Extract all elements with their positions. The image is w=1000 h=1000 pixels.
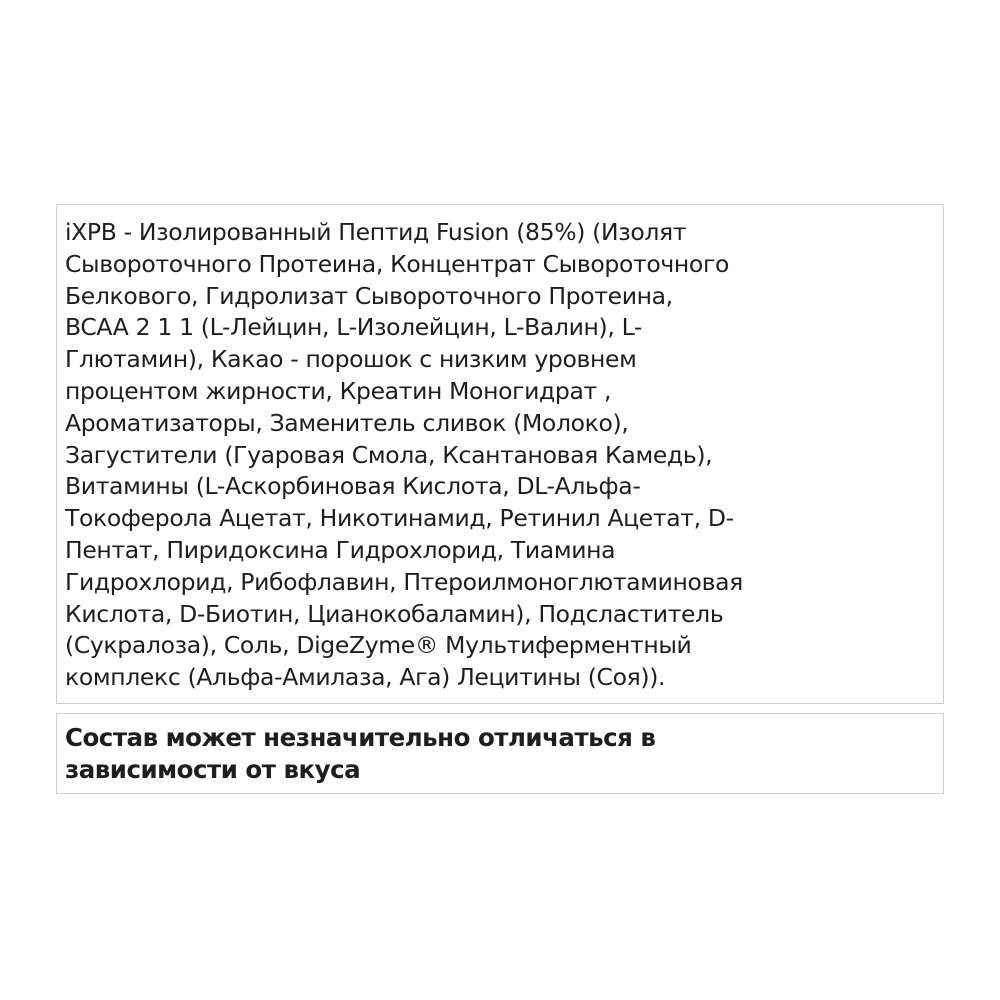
composition-note: Состав может незначительно отличаться в зависимости от вкуса [65, 723, 656, 784]
ingredients-text: iXPB - Изолированный Пептид Fusion (85%) (Изолят Сывороточного Протеина, Концентрат Сывороточного Белкового, Гидролизат Сывороточного Протеина, BCAA 2 1 1 (L-Лейцин, L-Изолейцин, L-Валин), L- Глютамин), Какао - порошок с низким уровнем процентом жирности, Креатин Моногидрат , Ароматизаторы, Заменитель сливок (Молоко), Загустители (Гуаровая Смола, Ксантановая Камедь), Витамины (L-Аскорбиновая Кислота, DL-Альфа- Токоферола Ацетат, Никотинамид, Ретинил Ацетат, D- Пентат, Пиридоксина Гидрохлорид, Тиамина Гидрохлорид, Рибофлавин, Птероилмоноглютаминовая Кислота, D-Биотин, Цианокобаламин), Подсластитель (Сукралоза), Соль, DigeZyme® Мультиферментный комплекс (Альфа-Амилаза, Ага) Лецитины (Соя)). [65, 218, 743, 692]
note-box [56, 713, 944, 794]
ingredients-box [56, 204, 944, 704]
